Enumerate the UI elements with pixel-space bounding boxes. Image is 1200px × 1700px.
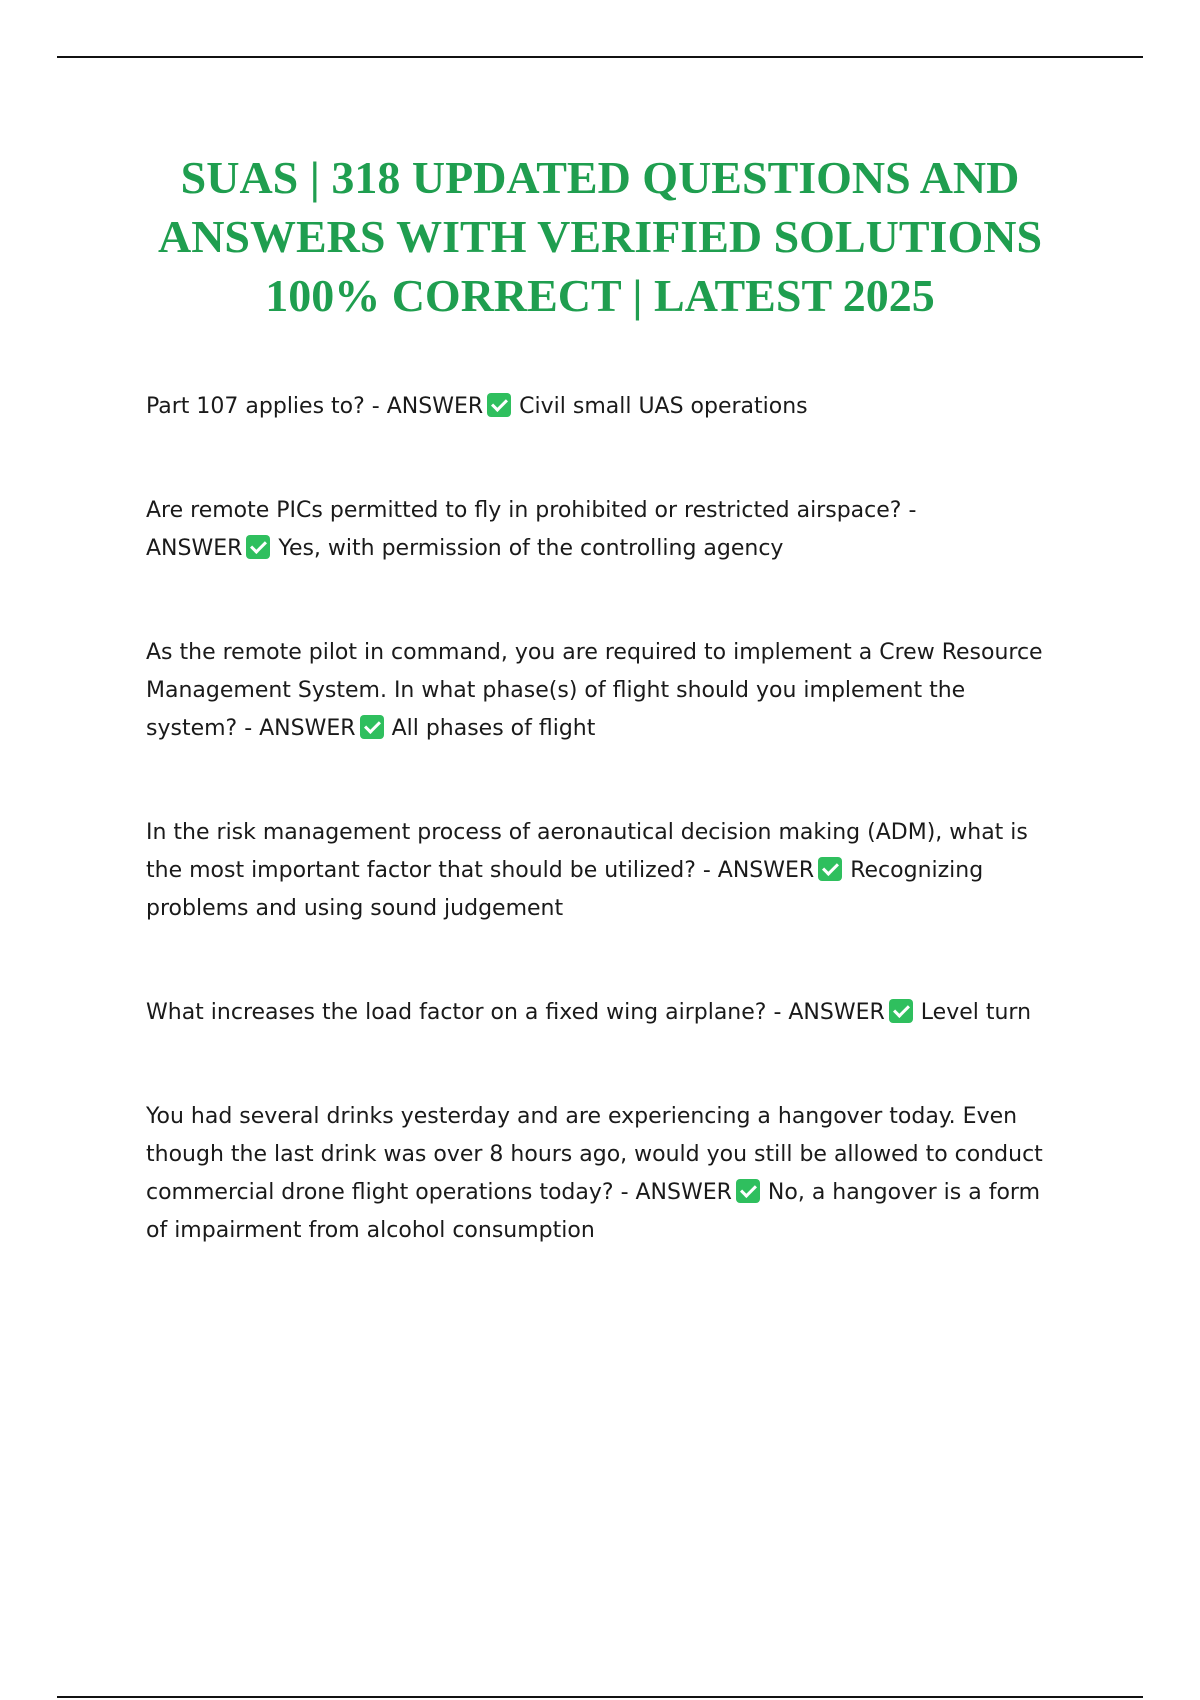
qa-line	[146, 710, 1086, 748]
title-line: ANSWERS WITH VERIFIED SOLUTIONS	[157, 211, 1043, 262]
question-text: Part 107 applies to? - ANSWER	[146, 394, 484, 419]
qa-line	[146, 530, 1086, 568]
document-title	[100, 148, 1100, 325]
qa-item	[146, 492, 1086, 568]
bottom-rule	[57, 1696, 1143, 1698]
question-text: As the remote pilot in command, you are required to implement a Crew Resource	[146, 640, 1043, 665]
answer-text: Civil small UAS operations	[519, 394, 808, 419]
qa-item	[146, 388, 1086, 426]
qa-line	[146, 994, 1086, 1032]
check-mark-icon	[818, 857, 842, 881]
question-text: the most important factor that should be utilized? - ANSWER	[146, 858, 815, 883]
qa-item	[146, 814, 1086, 928]
question-text: Management System. In what phase(s) of flight should you implement the	[146, 678, 966, 703]
answer-text: No, a hangover is a form	[767, 1180, 1041, 1205]
answer-text: problems and using sound judgement	[146, 896, 564, 921]
question-text: In the risk management process of aeronautical decision making (ADM), what is	[146, 820, 1028, 845]
check-mark-icon	[360, 715, 384, 739]
question-text: Are remote PICs permitted to fly in prohibited or restricted airspace? -	[146, 498, 917, 523]
answer-text: Yes, with permission of the controlling agency	[278, 536, 784, 561]
answer-text: All phases of flight	[391, 716, 596, 741]
question-text: ANSWER	[146, 536, 243, 561]
qa-line	[146, 388, 1086, 426]
answer-text: of impairment from alcohol consumption	[146, 1218, 595, 1243]
check-mark-icon	[889, 999, 913, 1023]
qa-item	[146, 994, 1086, 1032]
qa-item	[146, 1098, 1086, 1250]
qa-line	[146, 1174, 1086, 1212]
question-text: You had several drinks yesterday and are experiencing a hangover today. Even	[146, 1104, 1018, 1129]
title-line: 100% CORRECT | LATEST 2025	[265, 270, 935, 321]
answer-text: Level turn	[920, 1000, 1032, 1025]
qa-line	[146, 852, 1086, 890]
title-line: SUAS | 318 UPDATED QUESTIONS AND	[180, 152, 1020, 203]
qa-item	[146, 634, 1086, 748]
check-mark-icon	[246, 535, 270, 559]
question-text: system? - ANSWER	[146, 716, 356, 741]
qa-list	[146, 388, 1086, 1316]
check-mark-icon	[736, 1179, 760, 1203]
question-text: though the last drink was over 8 hours ago, would you still be allowed to conduct	[146, 1142, 1043, 1167]
top-rule	[57, 56, 1143, 58]
check-mark-icon	[487, 393, 511, 417]
question-text: What increases the load factor on a fixed wing airplane? - ANSWER	[146, 1000, 885, 1025]
answer-text: Recognizing	[850, 858, 984, 883]
question-text: commercial drone flight operations today? - ANSWER	[146, 1180, 732, 1205]
